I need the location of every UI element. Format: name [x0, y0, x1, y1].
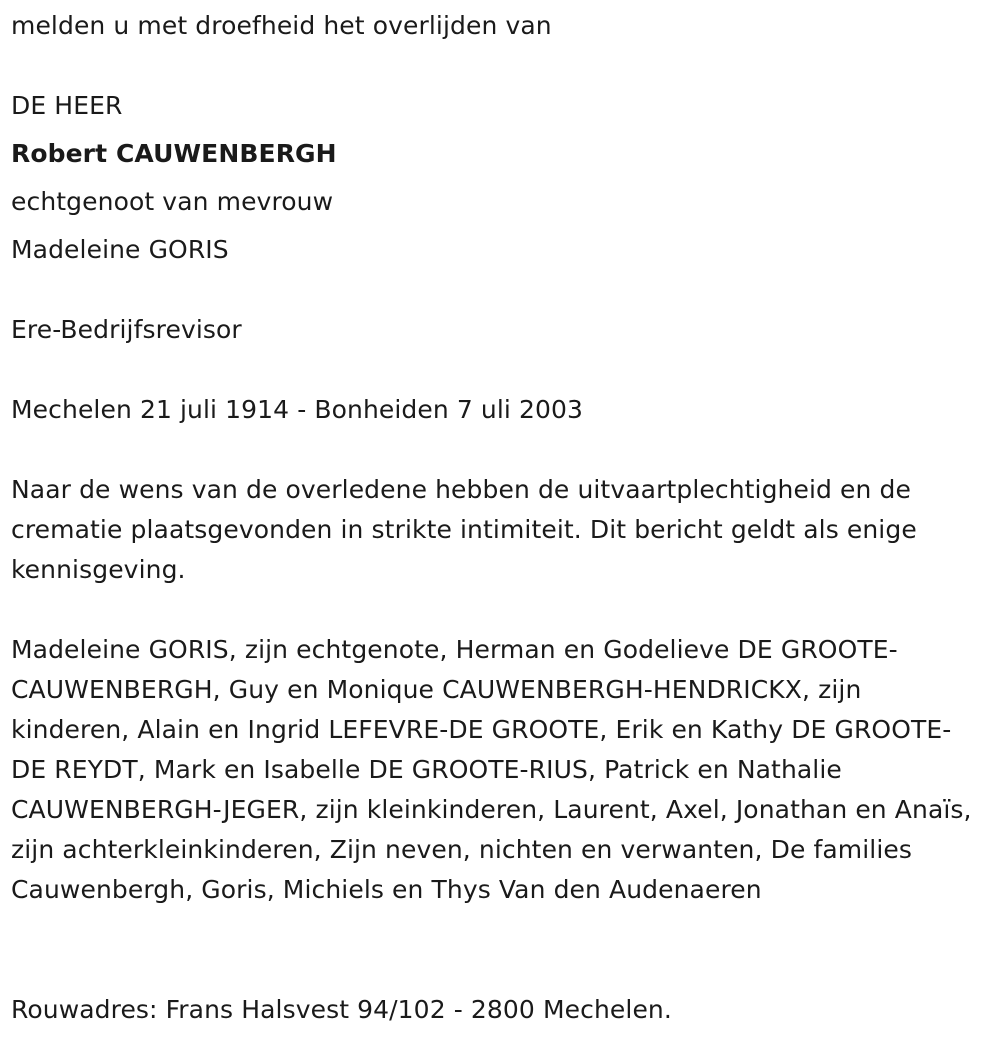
deceased-name: Robert CAUWENBERGH [11, 139, 337, 168]
mourning-address: Rouwadres: Frans Halsvest 94/102 - 2800 Mechelen. [11, 995, 672, 1024]
spouse-name: Madeleine GORIS [11, 235, 229, 264]
spouse-label: echtgenoot van mevrouw [11, 187, 334, 216]
salutation: DE HEER [11, 91, 123, 120]
intro-text: melden u met droefheid het overlijden van [11, 11, 552, 40]
birth-death-dates: Mechelen 21 juli 1914 - Bonheiden 7 uli 2003 [11, 395, 584, 424]
funeral-notice: Naar de wens van de overledene hebben de uitvaartplechtigheid en de crematie plaatsgevonden in strikte intimiteit. Dit bericht geldt als enige kennisgeving. [11, 475, 917, 584]
family-list: Madeleine GORIS, zijn echtgenote, Herman en Godelieve DE GROOTE-CAUWENBERGH, Guy en Monique CAUWENBERGH-HENDRICKX, zijn kinderen, Alain en Ingrid LEFEVRE-DE GROOTE, Erik en Kathy DE GROOTE-DE REYDT, Mark en Isabelle DE GROOTE-RIUS, Patrick en Nathalie CAUWENBERGH-JEGER, zijn kleinkinderen, Laurent, Axel, Jonathan en Anaïs, zijn achterkleinkinderen, Zijn neven, nichten en verwanten, De families Cauwenbergh, Goris, Michiels en Thys Van den Audenaeren [11, 635, 972, 904]
profession: Ere-Bedrijfsrevisor [11, 315, 242, 344]
